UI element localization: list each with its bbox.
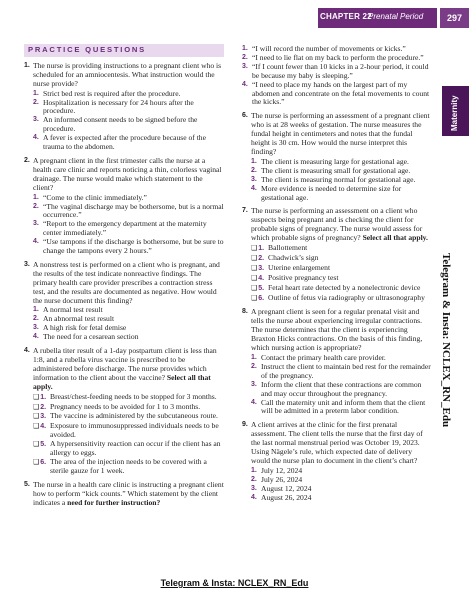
question-body <box>33 261 224 342</box>
answer-option[interactable] <box>33 220 224 238</box>
option-number: 3. <box>33 324 39 332</box>
option-number: 4. <box>40 423 47 431</box>
question-stem <box>251 207 432 243</box>
question-stem <box>251 421 432 466</box>
option-number: 3. <box>258 264 265 272</box>
option-text: A normal test result <box>43 305 103 315</box>
option-number: 2. <box>40 403 47 411</box>
option-text: Positive pregnancy test <box>268 272 339 282</box>
option-number: 3. <box>251 175 257 183</box>
question-body <box>251 207 432 303</box>
emphasis-text: Select all that apply. <box>362 233 428 243</box>
option-text: The need for a cesarean section <box>43 332 139 342</box>
stem-text: A pregnant client in the first trimester calls the nurse at a health care clinic and reports noticing a thin, colorless vaginal drainage. The nurse would make which statement to the client? <box>33 155 222 192</box>
question-body <box>251 421 432 502</box>
checkbox-icon[interactable]: ❑3. <box>251 263 265 272</box>
option-text: July 26, 2024 <box>261 474 303 484</box>
checkbox-icon[interactable]: ❑1. <box>251 244 265 253</box>
option-number: 5. <box>40 441 47 449</box>
answer-options <box>251 244 432 303</box>
page-number: 297 <box>440 8 469 28</box>
answer-options <box>33 90 224 152</box>
section-title: PRACTICE QUESTIONS <box>24 44 224 57</box>
option-number: 3. <box>242 62 248 70</box>
option-text: The client is measuring large for gestational age. <box>261 156 409 166</box>
option-text: The vaccine is administered by the subcutaneous route. <box>50 411 218 421</box>
question-number: 8. <box>242 308 248 316</box>
option-number: 1. <box>40 393 47 401</box>
answer-option[interactable] <box>251 363 432 381</box>
answer-options <box>251 467 432 503</box>
checkbox-icon[interactable]: ❑5. <box>251 283 265 292</box>
right-question-list <box>242 112 432 502</box>
option-text: Strict bed rest is required after the procedure. <box>43 88 181 98</box>
answer-option[interactable] <box>251 494 432 503</box>
option-number: 4. <box>251 493 257 501</box>
option-text: August 12, 2024 <box>261 483 312 493</box>
answer-option[interactable] <box>33 422 224 440</box>
option-text: Contact the primary health care provider. <box>261 353 386 362</box>
section-side-tab <box>442 86 469 136</box>
option-text: A hypersensitivity reaction can occur if the client has an allergy to eggs. <box>50 439 221 458</box>
stem-text: The nurse in a health care clinic is instructing a pregnant client how to perform “kick counts.” Which statement by the client indicates a <box>33 479 224 507</box>
option-text: Outline of fetus via radiography or ultrasonography <box>268 292 425 302</box>
option-text: “I need to place my hands on the largest part of my abdomen and concentrate on the fetal movements to count the kicks.” <box>252 79 430 107</box>
option-text: Chadwick’s sign <box>268 252 319 262</box>
checkbox-icon[interactable]: ❑1. <box>33 392 47 401</box>
question-item <box>24 157 224 256</box>
question-item <box>242 207 432 303</box>
option-number: 2. <box>251 362 257 370</box>
option-number: 1. <box>251 466 257 474</box>
answer-option[interactable] <box>33 458 224 476</box>
option-number: 2. <box>242 53 248 61</box>
question-body <box>33 481 224 508</box>
option-number: 3. <box>251 484 257 492</box>
chapter-title: Prenatal Period <box>368 12 424 21</box>
option-text: August 26, 2024 <box>261 492 312 502</box>
question-stem <box>33 62 224 89</box>
option-number: 2. <box>33 202 39 210</box>
question-item <box>24 261 224 342</box>
answer-option[interactable] <box>33 99 224 117</box>
option-number: 1. <box>258 245 265 253</box>
stem-text: The nurse is performing an assessment on a client who suspects being pregnant and is checking the client for probable signs of pregnancy. The nurse would assess for which probable signs of pregnancy? <box>251 206 423 243</box>
option-number: 4. <box>251 184 257 192</box>
checkbox-icon[interactable]: ❑2. <box>33 402 47 411</box>
side-tab-label: Maternity <box>450 95 459 131</box>
answer-options <box>33 194 224 256</box>
option-text: “Use tampons if the discharge is bothersome, but be sure to change the tampons every 2 hours.” <box>43 237 224 256</box>
stem-text: A rubella titer result of a 1-day postpartum client is less than 1:8, and a rubella virus vaccine is prescribed to be administered before discharge. The nurse provides which information to the client about the vaccine? <box>33 346 217 382</box>
option-number: 1. <box>33 306 39 314</box>
option-number: 2. <box>33 315 39 323</box>
question-number: 1. <box>24 61 30 69</box>
option-text: The client is measuring small for gestational age. <box>261 165 411 175</box>
question-body <box>33 157 224 256</box>
chapter-label: CHAPTER 22 <box>320 12 372 21</box>
question-body <box>251 112 432 202</box>
option-text: Pregnancy needs to be avoided for 1 to 3 months. <box>50 401 201 411</box>
emphasis-text: Select all that apply. <box>33 372 211 391</box>
question-number: 9. <box>242 421 248 429</box>
option-text: A high risk for fetal demise <box>43 323 127 333</box>
option-text: “The vaginal discharge may be bothersome, but is a normal occurrence.” <box>43 201 224 220</box>
checkbox-icon[interactable]: ❑4. <box>251 273 265 282</box>
question-body <box>33 62 224 152</box>
question-number: 2. <box>24 156 30 164</box>
checkbox-icon[interactable]: ❑6. <box>33 457 47 466</box>
right-column <box>242 44 432 508</box>
question-body <box>33 347 224 476</box>
option-number: 2. <box>258 254 265 262</box>
answer-option[interactable] <box>251 294 432 304</box>
answer-options <box>33 306 224 342</box>
question-number: 3. <box>24 260 30 268</box>
checkbox-icon[interactable]: ❑3. <box>33 412 47 421</box>
option-number: 2. <box>251 475 257 483</box>
question-number: 7. <box>242 207 248 215</box>
option-number: 4. <box>251 398 257 406</box>
answer-option[interactable] <box>251 381 432 399</box>
option-text: “Report to the emergency department at the maternity center immediately.” <box>43 219 207 238</box>
option-text: Ballottement <box>268 243 308 253</box>
question-body <box>251 308 432 416</box>
option-text: The client is measuring normal for gestational age. <box>261 174 416 184</box>
option-number: 2. <box>33 98 39 106</box>
answer-option[interactable] <box>242 63 432 81</box>
option-number: 6. <box>258 294 265 302</box>
question-stem <box>33 347 224 392</box>
option-text: Hospitalization is necessary for 24 hours after the procedure. <box>43 97 194 116</box>
option-text: More evidence is needed to determine size for gestational age. <box>261 183 402 202</box>
side-watermark: Telegram & Insta: NCLEX_RN_Edu <box>440 253 452 428</box>
option-text: Call the maternity unit and inform them that the client will be admitted in a preterm labor condition. <box>261 397 426 416</box>
option-number: 4. <box>242 80 248 88</box>
option-number: 3. <box>251 380 257 388</box>
option-number: 4. <box>258 274 265 282</box>
stem-text: A pregnant client is seen for a regular prenatal visit and tells the nurse about experiencing irregular contractions. The nurse determines that the client is experiencing Braxton Hicks contractions. On the basis of this finding, which nursing action is appropriate? <box>251 307 423 353</box>
question-item <box>242 308 432 416</box>
answer-option[interactable] <box>33 116 224 134</box>
answer-option[interactable] <box>242 81 432 108</box>
answer-option[interactable] <box>251 185 432 203</box>
option-text: An informed consent needs to be signed before the procedure. <box>43 115 198 134</box>
option-text: Exposure to immunosuppressed individuals needs to be avoided. <box>50 421 219 440</box>
option-text: Breast/chest-feeding needs to be stopped for 3 months. <box>50 391 217 401</box>
checkbox-icon[interactable]: ❑2. <box>251 253 265 262</box>
emphasis-text: need for further instruction? <box>67 497 161 507</box>
option-text: A fever is expected after the procedure because of the trauma to the abdomen. <box>43 133 206 152</box>
checkbox-icon[interactable]: ❑6. <box>251 293 265 302</box>
option-number: 5. <box>258 284 265 292</box>
answer-option[interactable] <box>33 440 224 458</box>
option-number: 6. <box>40 458 47 466</box>
answer-option[interactable] <box>33 203 224 221</box>
question-item <box>24 62 224 152</box>
option-number: 1. <box>33 193 39 201</box>
question-5-options <box>242 45 432 107</box>
stem-text: A client arrives at the clinic for the first prenatal assessment. The client tells the nurse that the first day of the last normal menstrual period was October 19, 2023. Using Nägele’s rule, which expected date of delivery would the nurse plan to document in the client’s chart? <box>251 420 423 465</box>
option-text: July 12, 2024 <box>261 465 303 475</box>
stem-text: A nonstress test is performed on a client who is pregnant, and the results of the test indicate nonreactive findings. The primary health care provider prescribes a contraction stress test, and the results are documented as negative. How would the nurse document this finding? <box>33 259 220 305</box>
checkbox-icon[interactable]: ❑5. <box>33 440 47 449</box>
option-text: Uterine enlargement <box>268 262 331 272</box>
answer-option[interactable] <box>251 399 432 417</box>
question-stem <box>33 481 224 508</box>
checkbox-icon[interactable]: ❑4. <box>33 422 47 431</box>
option-text: “I will record the number of movements or kicks.” <box>252 44 406 53</box>
option-text: “I need to lie flat on my back to perform the procedure.” <box>252 52 424 62</box>
option-number: 3. <box>33 220 39 228</box>
option-text: An abnormal test result <box>43 314 115 324</box>
option-number: 1. <box>33 89 39 97</box>
footer-watermark: Telegram & Insta: NCLEX_RN_Edu <box>160 578 309 588</box>
option-number: 3. <box>40 413 47 421</box>
answer-option[interactable] <box>33 238 224 256</box>
question-item <box>242 421 432 502</box>
stem-text: The nurse is performing an assessment of a pregnant client who is at 28 weeks of gestation. The nurse measures the fundal height in centimeters and notes that the fundal height is 30 cm. How would the nurse interpret this finding? <box>251 111 430 156</box>
option-number: 4. <box>33 134 39 142</box>
option-number: 4. <box>33 333 39 341</box>
option-number: 3. <box>33 116 39 124</box>
left-question-list <box>24 62 224 508</box>
answer-option[interactable] <box>33 134 224 152</box>
answer-option[interactable] <box>33 333 224 342</box>
option-number: 1. <box>242 45 248 52</box>
question-number: 4. <box>24 347 30 355</box>
question-stem <box>251 112 432 157</box>
option-text: Fetal heart rate detected by a nonelectronic device <box>268 282 421 292</box>
option-text: The area of the injection needs to be covered with a sterile gauze for 1 week. <box>50 456 207 475</box>
option-number: 4. <box>33 238 39 246</box>
answer-options <box>33 393 224 476</box>
option-text: Inform the client that these contractions are common and may occur throughout the pregnancy. <box>261 379 422 398</box>
option-text: “If I count fewer than 10 kicks in a 2-hour period, it could be because my baby is sleeping.” <box>252 61 429 80</box>
question-item <box>242 112 432 202</box>
question-stem <box>33 157 224 193</box>
left-column <box>24 44 224 513</box>
option-text: “Come to the clinic immediately.” <box>43 192 147 202</box>
answer-options <box>251 354 432 416</box>
option-number: 2. <box>251 166 257 174</box>
question-item <box>24 481 224 508</box>
question-number: 6. <box>242 112 248 120</box>
option-number: 1. <box>251 354 257 361</box>
option-text: Instruct the client to maintain bed rest for the remainder of the pregnancy. <box>261 361 431 380</box>
question-stem <box>33 261 224 306</box>
question-stem <box>251 308 432 353</box>
page-header <box>0 0 469 38</box>
question-item <box>24 347 224 476</box>
answer-options <box>251 158 432 203</box>
stem-text: The nurse is providing instructions to a pregnant client who is scheduled for an amniocentesis. What instruction would the nurse provide? <box>33 60 222 88</box>
option-number: 1. <box>251 157 257 165</box>
question-number: 5. <box>24 480 30 488</box>
